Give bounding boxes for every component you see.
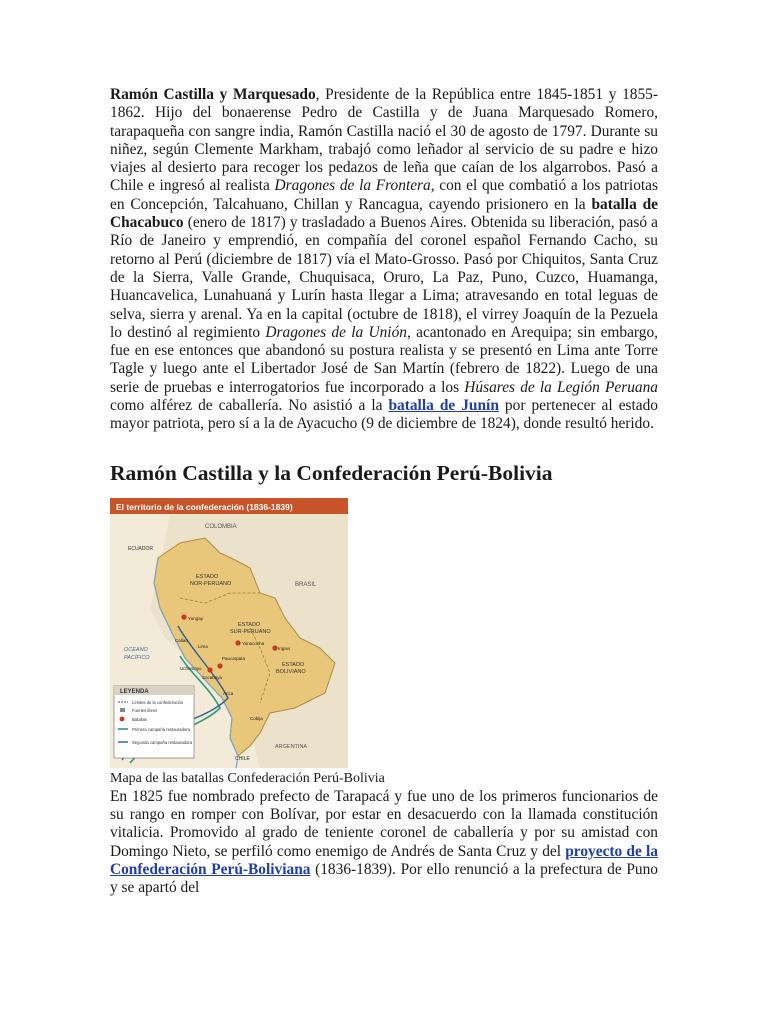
label-yungay: Yungay: [188, 615, 204, 621]
subject-name: Ramón Castilla y Marquesado: [110, 86, 316, 103]
regiment-name: Dragones de la Frontera: [274, 177, 431, 195]
text-run: , con el que combatió a los patriotas en Concepción, Talcahuano, Chillan y Rancagua, cayendo prisionero en la: [110, 177, 658, 213]
label-colombia: COLOMBIA: [205, 523, 237, 530]
battle-marker-yungay: [181, 614, 186, 619]
document-page: [110, 86, 658, 897]
label-lima: Lima: [198, 643, 208, 649]
text-run: (enero de 1817) y trasladado a Buenos Aires. Obtenida su liberación, pasó a Río de Janeiro y emprendió, en compañía del coronel español Fernando Cacho, su retorno al Perú (diciembre de 1817) vía el Mato-Grosso. Pasó por Chiquitos, Santa Cruz de la Sierra, Valle Grande, Chuquisaca, Oruro, La Paz, Puno, Cuzco, Huamanga, Huancavelica, Lunahuaná y Lurín hasta llegar a Lima; atravesando en total leguas de selva, sierra y arenal. Ya en la capital (octubre de 1818), el virrey Joaquín de la Pezuela lo destinó al regimiento: [110, 214, 658, 341]
batalla-de-junin-link[interactable]: batalla de Junín: [388, 397, 499, 415]
label-brasil: BRASIL: [295, 581, 317, 588]
map-header-text: El territorio de la confederación (1836-1839): [116, 501, 293, 512]
label-estado-nor-1: ESTADO: [196, 573, 219, 580]
legend-item-2: Batallas: [132, 716, 147, 722]
label-paucarpata: Paucarpata: [222, 655, 246, 661]
label-yanacocha: Yanacocha: [242, 640, 265, 646]
biography-paragraph: [110, 86, 658, 434]
text-run: , Presidente de la República entre 1845-1851 y 1855-1862. Hijo del bonaerense Pedro de Castilla y de Juana Marquesado Romero, tarapaqueña con sangre india, Ramón Castilla nació el 30 de agosto de 1797. Durante su niñez, según Clemente Markham, trabajó como leñador al servicio de su padre e hizo viajes al desierto para recoger los pedazos de leña que caían de los algarrobos. Pasó a Chile e ingresó al realista: [110, 86, 658, 195]
label-chile: CHILE: [235, 755, 250, 762]
legend-item-4: Segunda campaña restauradora: [132, 739, 193, 745]
section-title: Ramón Castilla y la Confederación Perú-Bolivia: [110, 460, 553, 485]
map-caption: Mapa de las batallas Confederación Perú-Bolivia: [110, 770, 385, 786]
prefect-paragraph: [110, 788, 658, 898]
battle-marker-yanacocha: [235, 640, 240, 645]
confederation-map: [110, 498, 348, 768]
regiment-name: Dragones de la Unión: [265, 323, 407, 341]
label-cobija: Cobija: [250, 715, 263, 721]
label-oceano-1: OCEANO: [124, 646, 148, 653]
legend-item-0: Límites de la confederación: [132, 699, 184, 705]
label-ecuador: ECUADOR: [128, 545, 154, 552]
text-run: (1836-1839). Por ello renunció a la prefectura de Puno y se apartó del: [110, 860, 658, 897]
label-estado-bol-1: ESTADO: [282, 661, 305, 668]
label-uchumayo: Uchumayo: [180, 665, 202, 671]
legend-swatch-fort: [120, 708, 125, 712]
text-run: , acantonado en Arequipa; sin embargo, fue en ese entonces que abandonó su postura realista y se presentó en Lima ante Torre Tagle y luego ante el Libertador José de San Martín (febrero de 1822). Luego de una serie de pruebas e interrogatorios fue incorporado a los: [110, 323, 658, 396]
label-oceano-2: PACÍFICO: [124, 654, 150, 661]
legend-swatch-battle: [120, 716, 125, 721]
label-estado-bol-2: BOLIVIANO: [276, 668, 306, 675]
label-estado-nor-2: NOR-PERUANO: [190, 580, 232, 587]
legend-box: [114, 686, 194, 758]
regiment-name: Húsares de la Legión Peruana: [464, 378, 658, 396]
text-run: como alférez de caballería. No asistió a la: [110, 397, 389, 415]
text-run: En 1825 fue nombrado prefecto de Tarapacá y fue uno de los primeros funcionarios de su rango en romper con Bolívar, por estar en desacuerdo con la llamada constitución vitalicia. Promovido al grado de teniente coronel de caballería y por su amistad con Domingo Nieto, se perfiló como enemigo de Andrés de Santa Cruz y del: [110, 787, 658, 860]
battle-marker-paucarpata: [217, 663, 222, 668]
label-estado-sur-1: ESTADO: [238, 621, 261, 628]
battle-marker-ingavi: [272, 645, 277, 650]
label-estado-sur-2: SUR-PERUANO: [230, 628, 271, 635]
battle-marker-socabaya: [207, 667, 212, 672]
confederation-project-link[interactable]: proyecto de la Confederación Perú-Boliviana: [110, 842, 659, 878]
legend-item-3: Primera campaña restauradora: [132, 726, 190, 732]
legend-title: LEYENDA: [120, 688, 149, 695]
label-argentina: ARGENTINA: [275, 743, 308, 750]
label-socabaya: Socabaya: [202, 674, 223, 680]
battle-name: batalla de Chacabuco: [110, 195, 658, 232]
label-ingavi: Ingavi: [278, 645, 291, 651]
text-run: por pertenecer al estado mayor patriota, pero sí a la de Ayacucho (9 de diciembre de 1824), donde resultó herido.: [110, 397, 659, 433]
label-arica: Arica: [223, 690, 234, 696]
legend-item-1: Fuertes libres: [132, 707, 158, 713]
label-callao: Callao: [175, 637, 188, 643]
